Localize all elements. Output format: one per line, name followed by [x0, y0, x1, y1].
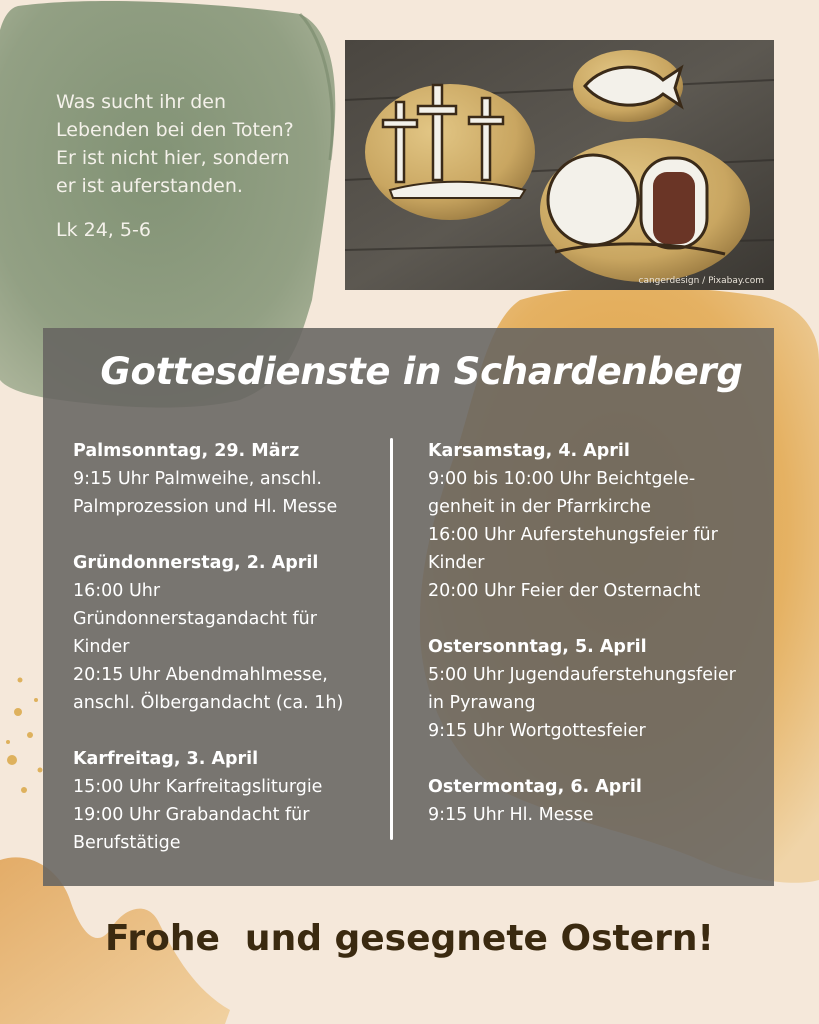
event-heading: Karfreitag, 3. April	[73, 749, 259, 769]
event-ostermontag	[428, 773, 768, 829]
easter-stones-image	[345, 40, 774, 290]
schedule-left-column	[73, 437, 383, 885]
easter-greeting: Frohe und gesegnete Ostern!	[105, 918, 714, 959]
quote-line: Was sucht ihr den	[56, 91, 227, 113]
bible-quote	[56, 88, 326, 200]
event-karfreitag	[73, 745, 383, 857]
event-heading: Gründonnerstag, 2. April	[73, 553, 319, 573]
event-line: 9:00 bis 10:00 Uhr Beichtgele-	[428, 469, 696, 489]
event-line: 5:00 Uhr Jugendauferstehungsfeier	[428, 665, 736, 685]
event-line: Berufstätige	[73, 833, 181, 853]
schedule-right-column	[428, 437, 768, 857]
event-line: Gründonnerstagandacht für	[73, 609, 317, 629]
event-palmsonntag	[73, 437, 383, 521]
event-heading: Ostersonntag, 5. April	[428, 637, 647, 657]
photo-credit: cangerdesign / Pixabay.com	[638, 276, 764, 286]
event-line: 15:00 Uhr Karfreitagsliturgie	[73, 777, 323, 797]
event-line: 9:15 Uhr Wortgottesfeier	[428, 721, 646, 741]
event-line: Kinder	[428, 553, 485, 573]
event-line: 19:00 Uhr Grabandacht für	[73, 805, 310, 825]
event-line: 9:15 Uhr Hl. Messe	[428, 805, 594, 825]
event-line: 20:00 Uhr Feier der Osternacht	[428, 581, 701, 601]
event-line: Palmprozession und Hl. Messe	[73, 497, 338, 517]
event-line: 16:00 Uhr	[73, 581, 161, 601]
event-line: 9:15 Uhr Palmweihe, anschl.	[73, 469, 322, 489]
event-heading: Karsamstag, 4. April	[428, 441, 630, 461]
event-line: Kinder	[73, 637, 130, 657]
quote-reference: Lk 24, 5-6	[56, 219, 151, 241]
column-divider	[390, 438, 393, 840]
quote-line: Er ist nicht hier, sondern	[56, 147, 290, 169]
event-karsamstag	[428, 437, 768, 605]
quote-line: er ist auferstanden.	[56, 175, 243, 197]
event-line: 16:00 Uhr Auferstehungsfeier für	[428, 525, 718, 545]
event-heading: Ostermontag, 6. April	[428, 777, 642, 797]
event-line: in Pyrawang	[428, 693, 536, 713]
event-heading: Palmsonntag, 29. März	[73, 441, 300, 461]
easter-stones-photo	[345, 40, 774, 290]
event-ostersonntag	[428, 633, 768, 745]
event-line: 20:15 Uhr Abendmahlmesse,	[73, 665, 328, 685]
event-gruendonnerstag	[73, 549, 383, 717]
quote-line: Lebenden bei den Toten?	[56, 119, 294, 141]
event-line: anschl. Ölbergandacht (ca. 1h)	[73, 693, 344, 713]
event-line: genheit in der Pfarrkirche	[428, 497, 652, 517]
schedule-title: Gottesdienste in Schardenberg	[100, 350, 743, 393]
